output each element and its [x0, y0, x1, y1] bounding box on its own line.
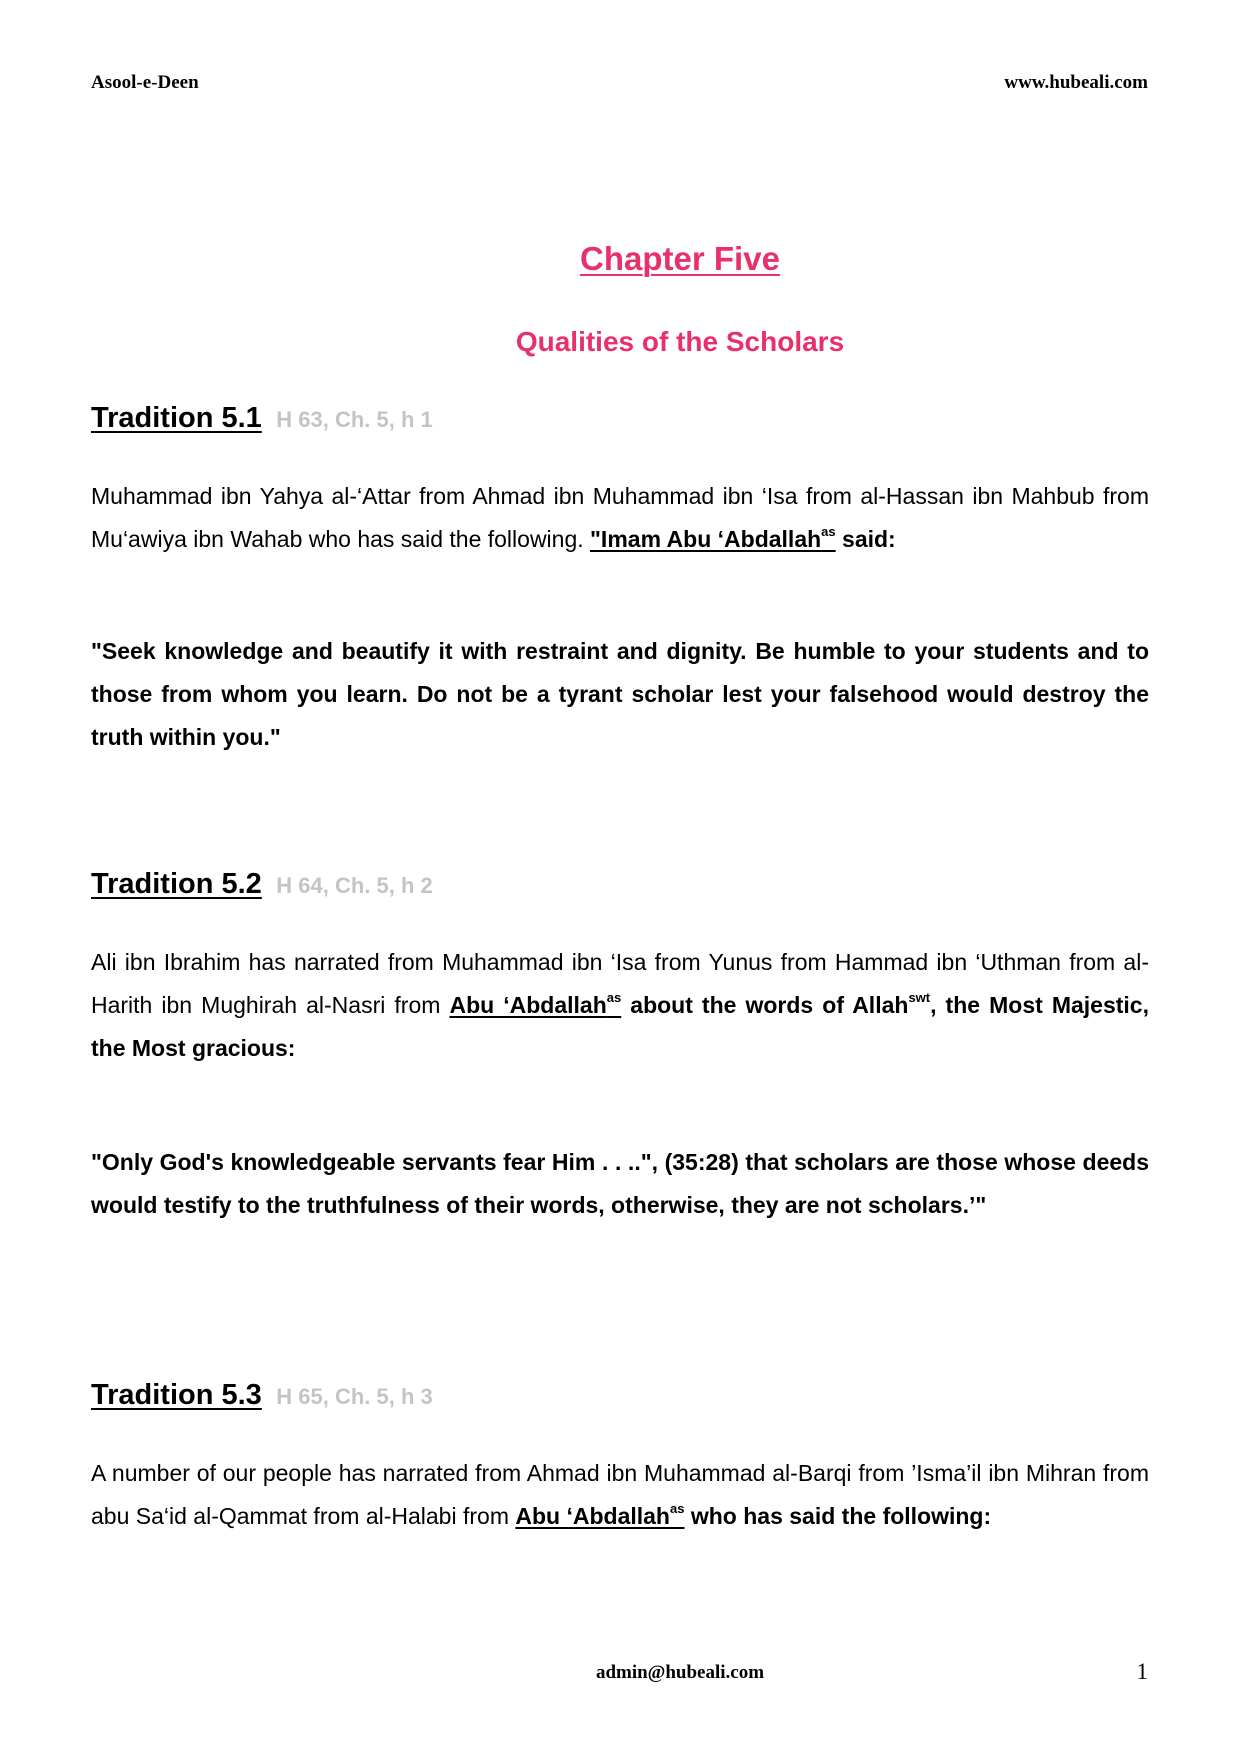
- honorific-sup: as: [606, 990, 622, 1006]
- tradition-reference: H 63, Ch. 5, h 1: [276, 407, 433, 432]
- narrator-name: Abu ‘Abdallah$^{as}$: [515, 1501, 685, 1529]
- chain-text: A number of our people has narrated from Ahmad ibn Muhammad al-Barqi from ’Isma’il ibn Mihran from abu Sa‘id al-Qammat from al-Halabi from: [91, 1460, 1149, 1529]
- header-website: www.hubeali.com: [1004, 72, 1148, 93]
- tradition-title: Tradition 5.1: [91, 402, 262, 434]
- tradition-reference: H 64, Ch. 5, h 2: [276, 873, 433, 898]
- chain-tail: who has said the following:: [684, 1503, 992, 1529]
- chain-text: Muhammad ibn Yahya al-‘Attar from Ahmad ibn Muhammad ibn ‘Isa from al-Hassan ibn Mahbub from Mu‘awiya ibn Wahab who has said the following.: [91, 483, 1149, 552]
- narrator-name: "Imam Abu ‘Abdallah$^{as}$: [590, 524, 836, 552]
- tradition-chain: [91, 475, 1149, 561]
- tradition-reference: H 65, Ch. 5, h 3: [276, 1384, 433, 1409]
- chain-tail: said:: [835, 526, 896, 552]
- tradition-chain: [91, 941, 1149, 1070]
- honorific-sup: as: [670, 1501, 685, 1517]
- header-book-title: Asool-e-Deen: [91, 72, 199, 93]
- footer-email: admin@hubeali.com: [595, 1662, 765, 1683]
- tradition-heading: [91, 868, 433, 901]
- chapter-subtitle: Qualities of the Scholars: [515, 326, 845, 357]
- honorific-sup: as: [821, 524, 836, 540]
- chain-bold-mid: about the words of Allah: [621, 992, 909, 1018]
- page-number: 1: [1136, 1659, 1148, 1684]
- chain-text: Ali ibn Ibrahim has narrated from Muhammad ibn ‘Isa from Yunus from Hammad ibn ‘Uthman from al-Harith ibn Mughirah al-Nasri from: [91, 949, 1149, 1018]
- tradition-title: Tradition 5.3: [91, 1379, 262, 1411]
- tradition-quote: "Only God's knowledgeable servants fear Him . . ..", (35:28) that scholars are those whose deeds would testify to the truthfulness of their words, otherwise, they are not scholars.’": [91, 1149, 1149, 1218]
- tradition-quote: "Seek knowledge and beautify it with restraint and dignity. Be humble to your students and to those from whom you learn. Do not be a tyrant scholar lest your falsehood would destroy the truth within you.": [91, 638, 1149, 750]
- tradition-title: Tradition 5.2: [91, 868, 262, 900]
- tradition-heading: [91, 1379, 433, 1412]
- chain-tail: , the Most Majestic, the Most gracious:: [91, 992, 1149, 1061]
- tradition-chain: [91, 1452, 1149, 1538]
- honorific-sup: swt: [908, 990, 931, 1006]
- chapter-title: Chapter Five: [580, 240, 780, 277]
- tradition-heading: [91, 402, 433, 435]
- narrator-name: Abu ‘Abdallah$^{as}$: [449, 990, 622, 1018]
